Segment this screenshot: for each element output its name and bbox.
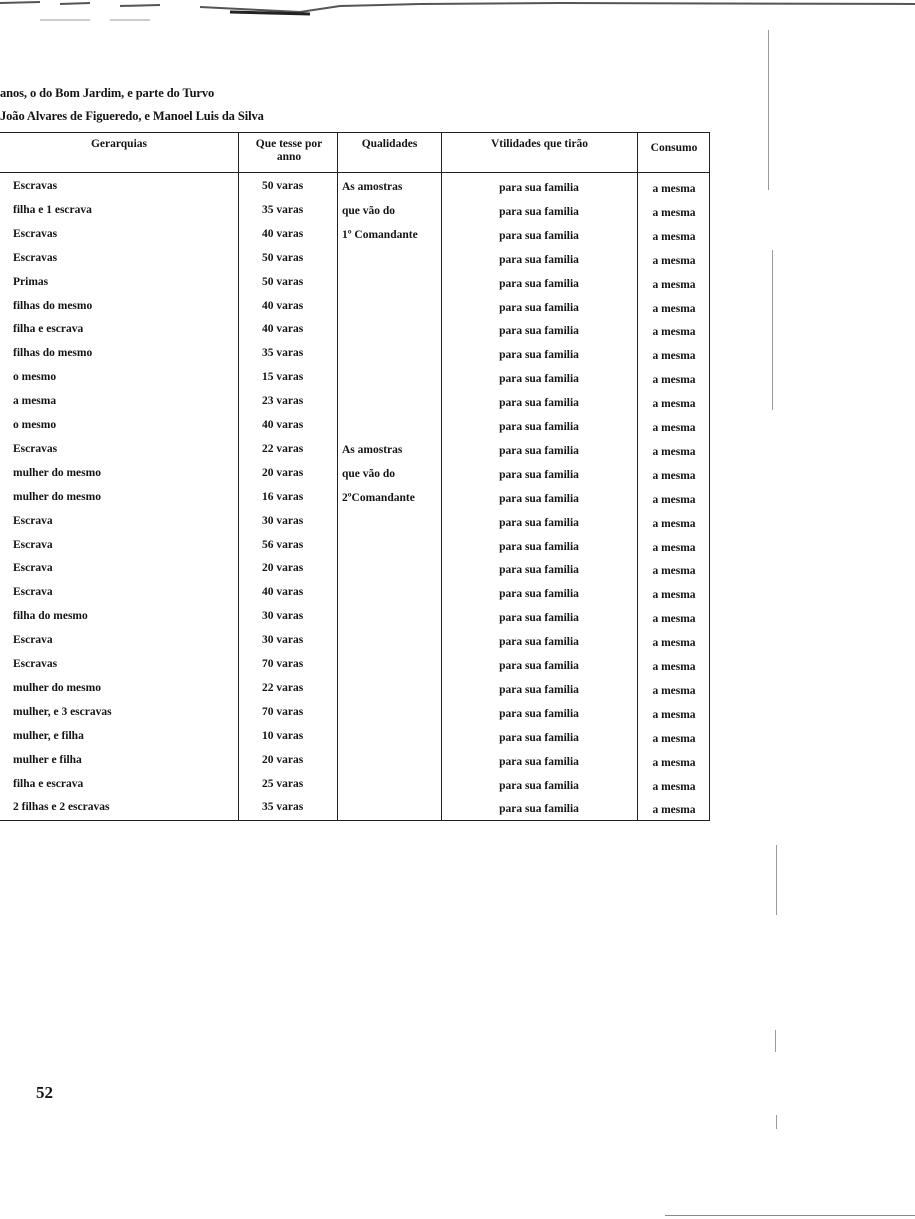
cell-quantidade: 56 varas [262, 538, 304, 551]
cell-consumo: a mesma [652, 780, 696, 793]
cell-quantidade: 20 varas [262, 562, 304, 575]
cell-utilidade: para sua familia [499, 516, 579, 529]
cell-gerarquia: filhas do mesmo [13, 347, 93, 360]
cell-consumo: a mesma [652, 183, 696, 195]
cell-utilidade: para sua familia [499, 349, 579, 362]
cell-utilidade: para sua familia [499, 373, 579, 386]
cell-gerarquia: Escravas [13, 180, 58, 192]
cell-consumo: a mesma [652, 493, 696, 506]
cell-quantidade: 30 varas [262, 610, 304, 623]
cell-consumo: a mesma [652, 398, 696, 411]
cell-quantidade: 22 varas [262, 442, 304, 455]
header-qualidades: Qualidades [361, 138, 418, 150]
cell-qualidade: que vão do [342, 467, 396, 480]
cell-quantidade: 15 varas [262, 371, 304, 384]
cell-consumo: a mesma [652, 661, 696, 673]
heading-line-2: João Alvares de Figueredo, e Manoel Luis da Silva [0, 109, 264, 123]
cell-utilidade: para sua familia [499, 468, 579, 481]
cell-quantidade: 35 varas [262, 801, 304, 814]
cell-gerarquia: o mesmo [13, 419, 57, 431]
cell-consumo: a mesma [652, 302, 696, 315]
cell-utilidade: para sua familia [499, 660, 579, 672]
cell-consumo: a mesma [652, 589, 696, 602]
cell-consumo: a mesma [652, 637, 696, 650]
cell-consumo: a mesma [652, 278, 696, 291]
cell-quantidade: 40 varas [262, 419, 304, 431]
cell-utilidade: para sua familia [499, 397, 579, 410]
binding-margin-line [776, 1115, 777, 1129]
cell-quantidade: 40 varas [262, 323, 304, 336]
header-gerarquias: Gerarquias [90, 138, 147, 150]
cell-gerarquia: Escravas [13, 227, 58, 240]
cell-utilidade: para sua familia [499, 683, 579, 696]
cell-quantidade: 70 varas [262, 658, 304, 670]
cell-consumo: a mesma [652, 613, 696, 626]
cell-gerarquia: mulher e filha [13, 753, 82, 766]
cell-utilidade: para sua familia [499, 182, 579, 194]
cell-qualidade: As amostras [342, 443, 403, 456]
cell-quantidade: 50 varas [262, 180, 304, 192]
cell-utilidade: para sua familia [499, 421, 579, 433]
cell-consumo: a mesma [652, 804, 696, 817]
cell-consumo: a mesma [652, 708, 696, 721]
cell-gerarquia: Escravas [13, 658, 58, 670]
binding-margin-line [775, 1030, 776, 1052]
cell-quantidade: 50 varas [262, 251, 304, 264]
cell-quantidade: 10 varas [262, 729, 304, 742]
cell-utilidade: para sua familia [499, 731, 579, 744]
cell-consumo: a mesma [652, 684, 696, 697]
cell-gerarquia: filha do mesmo [13, 610, 88, 623]
cell-consumo: a mesma [652, 350, 696, 363]
cell-gerarquia: mulher do mesmo [13, 490, 101, 503]
cell-consumo: a mesma [652, 732, 696, 745]
cell-qualidade: As amostras [342, 181, 403, 193]
header-consumo: Consumo [650, 142, 698, 154]
cell-qualidade: 2ºComandante [342, 491, 415, 504]
cell-quantidade: 35 varas [262, 203, 304, 216]
cell-gerarquia: Escrava [13, 586, 53, 599]
cell-gerarquia: mulher do mesmo [13, 681, 101, 694]
cell-quantidade: 30 varas [262, 634, 304, 647]
cell-consumo: a mesma [652, 206, 696, 219]
cell-consumo: a mesma [652, 254, 696, 267]
scan-bottom-edge [665, 1215, 915, 1216]
cell-gerarquia: Escrava [13, 538, 53, 551]
cell-utilidade: para sua familia [499, 253, 579, 266]
cell-utilidade: para sua familia [499, 636, 579, 649]
header-utilidades: Vtilidades que tirão [490, 138, 589, 150]
cell-utilidade: para sua familia [499, 612, 579, 625]
cell-gerarquia: Escravas [13, 442, 58, 455]
cell-consumo: a mesma [652, 326, 696, 339]
cell-quantidade: 16 varas [262, 490, 304, 503]
cell-gerarquia: mulher, e 3 escravas [13, 705, 112, 718]
cell-utilidade: para sua familia [499, 444, 579, 457]
cell-consumo: a mesma [652, 445, 696, 458]
cell-utilidade: para sua familia [499, 205, 579, 218]
cell-utilidade: para sua familia [499, 779, 579, 792]
cell-quantidade: 30 varas [262, 514, 304, 527]
cell-quantidade: 20 varas [262, 466, 304, 479]
cell-utilidade: para sua familia [499, 301, 579, 314]
cell-quantidade: 40 varas [262, 227, 304, 240]
column-divider [337, 132, 338, 821]
cell-utilidade: para sua familia [499, 492, 579, 505]
cell-consumo: a mesma [652, 422, 696, 434]
cell-gerarquia: o mesmo [13, 371, 57, 384]
scan-edge-artifact [0, 0, 915, 22]
binding-margin-line [768, 30, 769, 190]
cell-gerarquia: a mesma [13, 395, 57, 408]
cell-utilidade: para sua familia [499, 588, 579, 601]
heading-line-1: anos, o do Bom Jardim, e parte do Turvo [0, 86, 215, 100]
cell-gerarquia: filha e escrava [13, 323, 84, 336]
cell-utilidade: para sua familia [499, 707, 579, 720]
binding-margin-line [772, 250, 773, 410]
cell-utilidade: para sua familia [499, 325, 579, 338]
cell-quantidade: 23 varas [262, 395, 304, 408]
cell-utilidade: para sua familia [499, 229, 579, 242]
cell-gerarquia: filha e 1 escrava [13, 203, 92, 216]
cell-consumo: a mesma [652, 565, 696, 578]
cell-utilidade: para sua familia [499, 803, 579, 816]
cell-utilidade: para sua familia [499, 540, 579, 553]
cell-gerarquia: mulher, e filha [13, 729, 84, 742]
cell-consumo: a mesma [652, 541, 696, 554]
cell-gerarquia: filha e escrava [13, 777, 84, 790]
cell-gerarquia: Escrava [13, 514, 53, 527]
cell-gerarquia: Escravas [13, 251, 58, 264]
header-que-tesse: Que tesse por anno [255, 138, 323, 163]
cell-consumo: a mesma [652, 517, 696, 530]
cell-gerarquia: Escrava [13, 634, 53, 647]
production-table [0, 132, 710, 822]
cell-utilidade: para sua familia [499, 277, 579, 290]
cell-gerarquia: Primas [13, 275, 49, 288]
cell-consumo: a mesma [652, 230, 696, 243]
page-number: 52 [36, 1083, 53, 1102]
cell-gerarquia: filhas do mesmo [13, 299, 93, 312]
cell-quantidade: 40 varas [262, 299, 304, 312]
cell-consumo: a mesma [652, 469, 696, 482]
binding-margin-line [776, 845, 777, 915]
cell-quantidade: 22 varas [262, 681, 304, 694]
cell-consumo: a mesma [652, 374, 696, 387]
cell-quantidade: 40 varas [262, 586, 304, 599]
column-divider [238, 132, 239, 821]
cell-gerarquia: mulher do mesmo [13, 466, 101, 479]
cell-quantidade: 50 varas [262, 275, 304, 288]
cell-quantidade: 25 varas [262, 777, 304, 790]
table-bottom-border [0, 820, 710, 821]
cell-quantidade: 35 varas [262, 347, 304, 360]
cell-quantidade: 70 varas [262, 705, 304, 718]
cell-quantidade: 20 varas [262, 753, 304, 766]
cell-gerarquia: 2 filhas e 2 escravas [13, 801, 110, 814]
cell-qualidade: que vão do [342, 204, 396, 217]
cell-utilidade: para sua familia [499, 755, 579, 768]
cell-qualidade: 1º Comandante [342, 228, 418, 241]
cell-utilidade: para sua familia [499, 564, 579, 577]
cell-consumo: a mesma [652, 756, 696, 769]
cell-gerarquia: Escrava [13, 562, 53, 575]
